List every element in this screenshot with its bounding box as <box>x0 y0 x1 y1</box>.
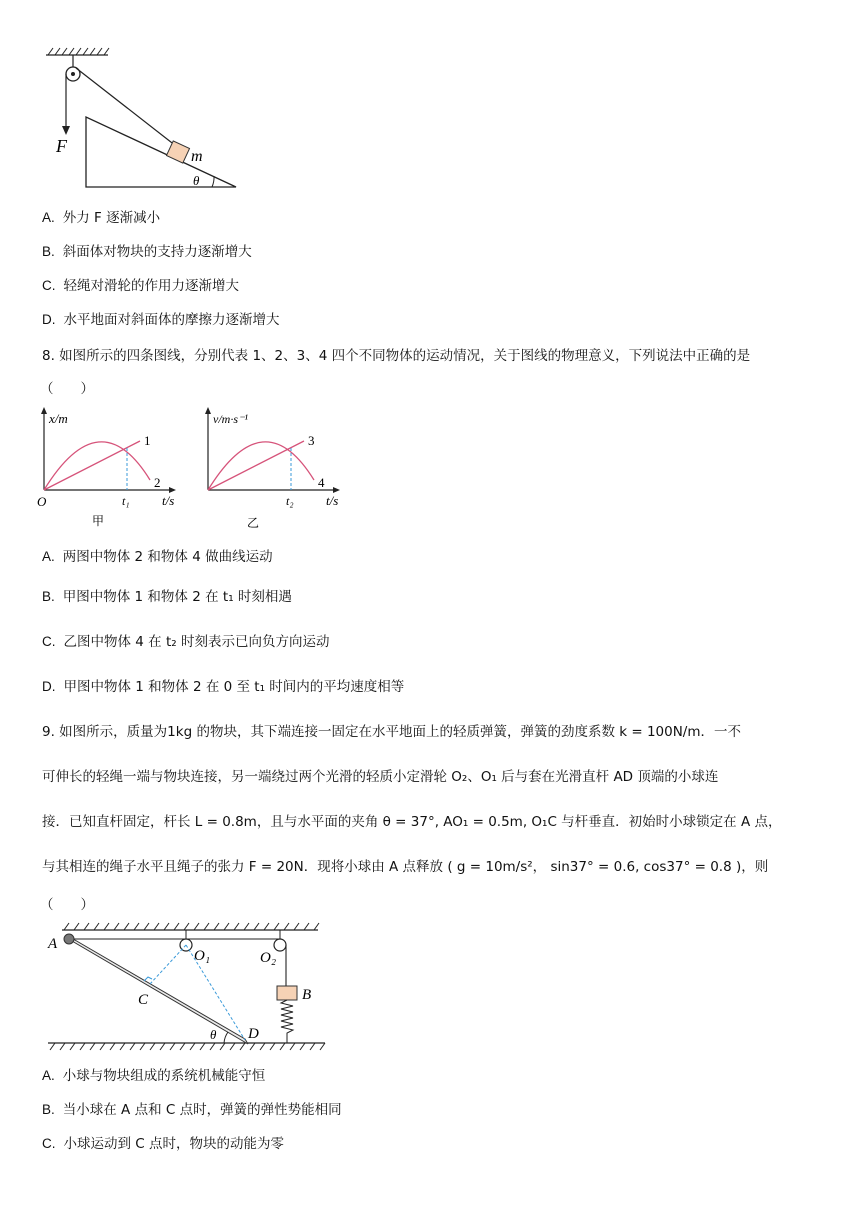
q8-option-b: B. 甲图中物体 1 和物体 2 在 t₁ 时刻相遇 <box>42 589 292 605</box>
yi-label-3: 3 <box>308 433 315 448</box>
label-c: C <box>138 992 149 1008</box>
angle-label: θ <box>193 173 200 188</box>
q8-option-a: A. 两图中物体 2 和物体 4 做曲线运动 <box>42 549 273 565</box>
jia-label-2: 2 <box>154 475 161 490</box>
yi-y-label: v/m·s⁻¹ <box>213 412 248 426</box>
yi-tick-t2: t₂ <box>286 494 294 508</box>
jia-label-1: 1 <box>144 433 151 448</box>
q7-option-c: C. 轻绳对滑轮的作用力逐渐增大 <box>42 278 239 294</box>
label-d: D <box>248 1026 259 1042</box>
yi-curve-4 <box>208 442 314 490</box>
jia-tick-t1: t₁ <box>122 494 130 508</box>
q8-option-d: D. 甲图中物体 1 和物体 2 在 0 至 t₁ 时间内的平均速度相等 <box>42 679 405 695</box>
yi-line-3 <box>208 441 304 490</box>
rod-pulley-spring-figure <box>40 918 340 1058</box>
q8-option-c: C. 乙图中物体 4 在 t₂ 时刻表示已向负方向运动 <box>42 634 330 650</box>
jia-y-label: x/m <box>49 411 68 426</box>
q9-option-a: A. 小球与物块组成的系统机械能守恒 <box>42 1068 266 1084</box>
jia-origin: O <box>37 494 47 509</box>
jia-curve-2 <box>44 442 150 490</box>
q9-stem-line-2: 可伸长的轻绳一端与物块连接，另一端绕过两个光滑的轻质小定滑轮 O₂、O₁ 后与套在光滑直杆 AD 顶端的小球连 <box>42 769 719 785</box>
q7-option-a: A. 外力 F 逐渐减小 <box>42 210 161 226</box>
label-b: B <box>302 987 312 1003</box>
jia-caption: 甲 <box>92 514 105 528</box>
jia-line-1 <box>44 441 140 490</box>
label-o1: O₁ <box>194 948 211 964</box>
q7-option-d: D. 水平地面对斜面体的摩擦力逐渐增大 <box>42 312 280 328</box>
graph-jia <box>34 405 184 530</box>
incline-pulley-figure <box>40 44 250 194</box>
q9-option-c: C. 小球运动到 C 点时，物块的动能为零 <box>42 1136 285 1152</box>
label-a: A <box>48 936 58 952</box>
q9-stem-line-4: 与其相连的绳子水平且绳子的张力 F = 20N．现将小球由 A 点释放 ( g = 10m/s²， sin37° = 0.6, cos37° = 0.8 )，则 <box>42 859 769 875</box>
label-theta: θ <box>210 1027 217 1042</box>
q7-option-b: B. 斜面体对物块的支持力逐渐增大 <box>42 244 252 260</box>
yi-x-label: t/s <box>326 493 339 508</box>
q9-option-b: B. 当小球在 A 点和 C 点时，弹簧的弹性势能相同 <box>42 1102 342 1118</box>
q9-stem-line-1: 9. 如图所示，质量为1kg 的物块，其下端连接一固定在水平地面上的轻质弹簧，弹簧的劲度系数 k = 100N/m．一不 <box>42 724 742 740</box>
q8-blank: （ ） <box>40 381 94 397</box>
q9-blank: （ ） <box>40 897 94 913</box>
label-o2: O₂ <box>260 950 277 966</box>
q8-stem: 8. 如图所示的四条图线，分别代表 1、2、3、4 四个不同物体的运动情况，关于图线的物理意义，下列说法中正确的是 <box>42 348 751 364</box>
jia-x-label: t/s <box>162 493 175 508</box>
mass-label: m <box>191 148 203 165</box>
yi-label-4: 4 <box>318 475 325 490</box>
graph-yi <box>198 405 348 530</box>
yi-caption: 乙 <box>247 516 260 530</box>
q9-stem-line-3: 接．已知直杆固定，杆长 L = 0.8m，且与水平面的夹角 θ = 37°, AO₁ = 0.5m, O₁C 与杆垂直．初始时小球锁定在 A 点， <box>42 814 782 830</box>
force-label: F <box>56 136 67 156</box>
